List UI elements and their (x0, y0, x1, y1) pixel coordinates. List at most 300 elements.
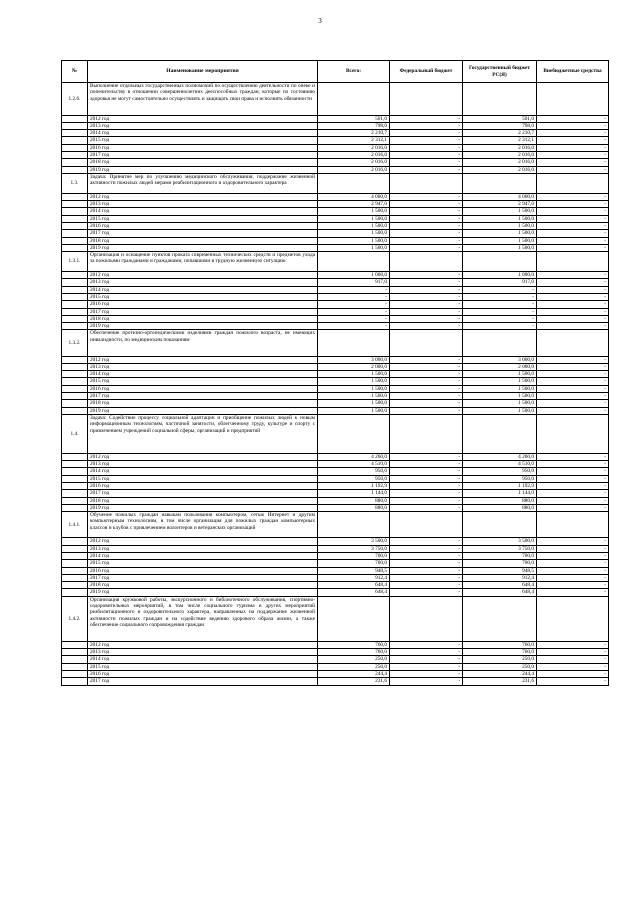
federal-value: - (390, 371, 463, 378)
year-label: 2013 год (88, 201, 318, 208)
state-value: 1 500,0 (463, 371, 537, 378)
year-row-number-cell (62, 208, 88, 215)
year-label: 2019 год (88, 323, 318, 330)
col-header-number: № (62, 61, 88, 83)
extrabudget-value: - (537, 560, 609, 567)
extrabudget-value: - (537, 400, 609, 407)
year-label: 2018 год (88, 497, 318, 504)
year-row-number-cell (62, 482, 88, 489)
year-row (62, 641, 609, 648)
federal-value: - (390, 201, 463, 208)
year-row (62, 678, 609, 685)
year-label: 2018 год (88, 159, 318, 166)
year-label: 2017 год (88, 230, 318, 237)
federal-value: - (390, 286, 463, 293)
state-value: 1 500,0 (463, 407, 537, 414)
section-empty-cell (463, 83, 537, 116)
year-row-number-cell (62, 385, 88, 392)
year-row (62, 567, 609, 574)
year-row-number-cell (62, 137, 88, 144)
year-row (62, 468, 609, 475)
federal-value: - (390, 574, 463, 581)
section-row (62, 596, 609, 641)
year-label: 2012 год (88, 538, 318, 545)
section-row (62, 173, 609, 193)
total-value: 4 510,0 (318, 461, 390, 468)
section-empty-cell (318, 512, 390, 538)
section-empty-cell (463, 252, 537, 272)
year-row (62, 363, 609, 370)
state-value: 250,0 (463, 663, 537, 670)
federal-value: - (390, 649, 463, 656)
year-label: 2014 год (88, 552, 318, 559)
year-label: 2014 год (88, 130, 318, 137)
year-label: 2014 год (88, 468, 318, 475)
federal-value: - (390, 560, 463, 567)
state-value: 1 500,0 (463, 393, 537, 400)
federal-value: - (390, 237, 463, 244)
year-row (62, 315, 609, 322)
year-row-number-cell (62, 244, 88, 251)
federal-value: - (390, 222, 463, 229)
year-label: 2016 год (88, 482, 318, 489)
total-value: 648,4 (318, 582, 390, 589)
total-value: 880,0 (318, 497, 390, 504)
year-row (62, 490, 609, 497)
federal-value: - (390, 144, 463, 151)
total-value: 250,0 (318, 663, 390, 670)
total-value: 250,0 (318, 656, 390, 663)
total-value: 1 192,9 (318, 482, 390, 489)
federal-value: - (390, 393, 463, 400)
state-value: - (463, 301, 537, 308)
federal-value: - (390, 538, 463, 545)
extrabudget-value: - (537, 385, 609, 392)
year-row (62, 371, 609, 378)
total-value: 2 016,0 (318, 166, 390, 173)
state-value: 2 000,0 (463, 363, 537, 370)
year-row (62, 552, 609, 559)
extrabudget-value: - (537, 678, 609, 685)
year-row (62, 453, 609, 460)
year-row (62, 574, 609, 581)
federal-value: - (390, 356, 463, 363)
year-row-number-cell (62, 222, 88, 229)
federal-value: - (390, 122, 463, 129)
year-row-number-cell (62, 468, 88, 475)
total-value: 1 500,0 (318, 400, 390, 407)
extrabudget-value: - (537, 371, 609, 378)
extrabudget-value: - (537, 122, 609, 129)
total-value: 1 500,0 (318, 407, 390, 414)
extrabudget-value: - (537, 137, 609, 144)
federal-value: - (390, 363, 463, 370)
year-row-number-cell (62, 567, 88, 574)
section-empty-cell (318, 330, 390, 356)
federal-value: - (390, 461, 463, 468)
year-row-number-cell (62, 497, 88, 504)
year-row (62, 323, 609, 330)
federal-value: - (390, 400, 463, 407)
state-value: 950,0 (463, 475, 537, 482)
year-row-number-cell (62, 166, 88, 173)
year-row-number-cell (62, 560, 88, 567)
state-value: 2 312,1 (463, 137, 537, 144)
year-label: 2013 год (88, 649, 318, 656)
state-value: 1 500,0 (463, 208, 537, 215)
section-row (62, 512, 609, 538)
federal-value: - (390, 279, 463, 286)
year-label: 2017 год (88, 151, 318, 158)
state-value: - (463, 308, 537, 315)
federal-value: - (390, 582, 463, 589)
year-row-number-cell (62, 504, 88, 511)
total-value: 948,5 (318, 567, 390, 574)
total-value: - (318, 286, 390, 293)
federal-value: - (390, 301, 463, 308)
year-row-number-cell (62, 461, 88, 468)
year-row-number-cell (62, 393, 88, 400)
section-empty-cell (318, 173, 390, 193)
year-row (62, 193, 609, 200)
state-value: 648,4 (463, 582, 537, 589)
total-value: 912,4 (318, 574, 390, 581)
state-value: - (463, 293, 537, 300)
year-label: 2016 год (88, 144, 318, 151)
federal-value: - (390, 137, 463, 144)
year-row-number-cell (62, 315, 88, 322)
federal-value: - (390, 308, 463, 315)
year-row-number-cell (62, 237, 88, 244)
state-value: 231,6 (463, 678, 537, 685)
year-row (62, 222, 609, 229)
state-value: 2 210,7 (463, 130, 537, 137)
section-row (62, 83, 609, 116)
year-row-number-cell (62, 475, 88, 482)
year-label: 2013 год (88, 461, 318, 468)
year-row-number-cell (62, 670, 88, 677)
section-title: Организация и оснащение пунктов проката современных технических средств и предметов ухода за пожилыми гражданами и гражданами, попавшими в трудную жизненную ситуацию (88, 252, 318, 272)
federal-value: - (390, 475, 463, 482)
year-row-number-cell (62, 407, 88, 414)
total-value: 2 000,0 (318, 363, 390, 370)
year-label: 2014 год (88, 286, 318, 293)
year-label: 2013 год (88, 279, 318, 286)
total-value: 950,0 (318, 475, 390, 482)
total-value: - (318, 293, 390, 300)
state-value: 760,0 (463, 641, 537, 648)
year-row (62, 582, 609, 589)
year-label: 2015 год (88, 293, 318, 300)
state-value: 880,0 (463, 497, 537, 504)
extrabudget-value: - (537, 301, 609, 308)
state-value: 2 016,0 (463, 144, 537, 151)
year-label: 2017 год (88, 678, 318, 685)
federal-value: - (390, 193, 463, 200)
state-value: 1 500,0 (463, 385, 537, 392)
state-value: 917,0 (463, 279, 537, 286)
extrabudget-value: - (537, 201, 609, 208)
section-empty-cell (463, 596, 537, 641)
federal-value: - (390, 385, 463, 392)
federal-value: - (390, 678, 463, 685)
total-value: 1 500,0 (318, 237, 390, 244)
year-label: 2012 год (88, 453, 318, 460)
total-value: - (318, 323, 390, 330)
year-label: 2014 год (88, 371, 318, 378)
year-label: 2013 год (88, 122, 318, 129)
year-label: 2019 год (88, 589, 318, 596)
state-value: 948,5 (463, 567, 537, 574)
state-value: 250,0 (463, 656, 537, 663)
year-row-number-cell (62, 378, 88, 385)
year-row (62, 560, 609, 567)
year-row (62, 293, 609, 300)
section-empty-cell (318, 252, 390, 272)
extrabudget-value: - (537, 315, 609, 322)
state-value: 1 500,0 (463, 222, 537, 229)
extrabudget-value: - (537, 582, 609, 589)
year-label: 2013 год (88, 363, 318, 370)
extrabudget-value: - (537, 293, 609, 300)
year-label: 2017 год (88, 490, 318, 497)
year-label: 2017 год (88, 574, 318, 581)
year-row-number-cell (62, 144, 88, 151)
state-value: 912,4 (463, 574, 537, 581)
federal-value: - (390, 670, 463, 677)
year-row-number-cell (62, 589, 88, 596)
extrabudget-value: - (537, 222, 609, 229)
year-label: 2018 год (88, 400, 318, 407)
year-row-number-cell (62, 151, 88, 158)
year-label: 2015 год (88, 560, 318, 567)
section-row (62, 252, 609, 272)
total-value: 880,0 (318, 504, 390, 511)
total-value: - (318, 308, 390, 315)
year-row (62, 670, 609, 677)
total-value: 244,4 (318, 670, 390, 677)
section-title: Задача: Принятие мер по улучшению медицинского обслуживания, поддержание жизненной активности пожилых людей мерами реабилитационного и оздоровительного характера (88, 173, 318, 193)
year-label: 2013 год (88, 545, 318, 552)
state-value: - (463, 315, 537, 322)
state-value: 3 500,0 (463, 538, 537, 545)
section-empty-cell (463, 414, 537, 453)
total-value: 2 947,0 (318, 201, 390, 208)
state-value: 501,0 (463, 115, 537, 122)
year-row-number-cell (62, 545, 88, 552)
total-value: 1 500,0 (318, 378, 390, 385)
year-label: 2015 год (88, 378, 318, 385)
year-label: 2019 год (88, 166, 318, 173)
section-number: 1.4.2. (62, 596, 88, 641)
year-row (62, 378, 609, 385)
total-value: 1 500,0 (318, 215, 390, 222)
year-row (62, 589, 609, 596)
year-row (62, 272, 609, 279)
federal-value: - (390, 151, 463, 158)
year-row (62, 151, 609, 158)
year-label: 2019 год (88, 504, 318, 511)
year-row (62, 122, 609, 129)
state-value: 880,0 (463, 504, 537, 511)
extrabudget-value: - (537, 151, 609, 158)
total-value: 2 016,0 (318, 144, 390, 151)
extrabudget-value: - (537, 589, 609, 596)
year-row (62, 504, 609, 511)
year-label: 2018 год (88, 315, 318, 322)
year-label: 2019 год (88, 407, 318, 414)
section-row (62, 414, 609, 453)
year-row (62, 497, 609, 504)
extrabudget-value: - (537, 193, 609, 200)
year-row-number-cell (62, 230, 88, 237)
state-value: 760,0 (463, 649, 537, 656)
extrabudget-value: - (537, 482, 609, 489)
year-row (62, 407, 609, 414)
total-value: 1 500,0 (318, 244, 390, 251)
federal-value: - (390, 115, 463, 122)
federal-value: - (390, 159, 463, 166)
year-row (62, 301, 609, 308)
year-row-number-cell (62, 193, 88, 200)
year-row (62, 144, 609, 151)
extrabudget-value: - (537, 115, 609, 122)
section-empty-cell (537, 173, 609, 193)
extrabudget-value: - (537, 144, 609, 151)
year-row (62, 475, 609, 482)
col-header-state: Государственный бюджет РС(Я) (463, 61, 537, 83)
state-value: 950,0 (463, 468, 537, 475)
federal-value: - (390, 244, 463, 251)
extrabudget-value: - (537, 670, 609, 677)
federal-value: - (390, 663, 463, 670)
state-value: 1 000,0 (463, 272, 537, 279)
year-row (62, 130, 609, 137)
state-value: 2 016,0 (463, 151, 537, 158)
state-value: 1 144,0 (463, 490, 537, 497)
section-title: Обучение пожилых граждан навыкам пользования компьютером, сетью Интернет и другим компьютерным технологиям, в том числе организация для пожилых граждан компьютерных классов и клубов с привлечением волонтеров и ветеранских организаций (88, 512, 318, 538)
state-value: 700,0 (463, 552, 537, 559)
section-empty-cell (537, 330, 609, 356)
extrabudget-value: - (537, 215, 609, 222)
federal-value: - (390, 130, 463, 137)
extrabudget-value: - (537, 656, 609, 663)
year-label: 2016 год (88, 301, 318, 308)
extrabudget-value: - (537, 641, 609, 648)
extrabudget-value: - (537, 490, 609, 497)
extrabudget-value: - (537, 497, 609, 504)
section-number: 1.4. (62, 414, 88, 453)
federal-value: - (390, 641, 463, 648)
year-row-number-cell (62, 130, 88, 137)
section-empty-cell (390, 596, 463, 641)
year-label: 2016 год (88, 670, 318, 677)
state-value: 2 947,0 (463, 201, 537, 208)
federal-value: - (390, 166, 463, 173)
col-header-total: Всего: (318, 61, 390, 83)
year-row-number-cell (62, 490, 88, 497)
extrabudget-value: - (537, 308, 609, 315)
year-row-number-cell (62, 371, 88, 378)
year-row (62, 461, 609, 468)
page-number: 3 (318, 17, 322, 25)
year-row (62, 393, 609, 400)
year-row-number-cell (62, 201, 88, 208)
year-row (62, 308, 609, 315)
section-empty-cell (463, 512, 537, 538)
year-row-number-cell (62, 649, 88, 656)
year-row-number-cell (62, 293, 88, 300)
year-row (62, 649, 609, 656)
extrabudget-value: - (537, 545, 609, 552)
extrabudget-value: - (537, 393, 609, 400)
year-row-number-cell (62, 656, 88, 663)
year-row-number-cell (62, 641, 88, 648)
year-label: 2017 год (88, 308, 318, 315)
federal-value: - (390, 552, 463, 559)
table-header-row (62, 61, 609, 83)
state-value: 3 750,0 (463, 545, 537, 552)
year-row (62, 201, 609, 208)
section-empty-cell (463, 173, 537, 193)
year-row (62, 356, 609, 363)
extrabudget-value: - (537, 363, 609, 370)
section-number: 1.4.1. (62, 512, 88, 538)
extrabudget-value: - (537, 130, 609, 137)
year-label: 2014 год (88, 208, 318, 215)
section-number: 1.2.6. (62, 83, 88, 116)
state-value: 1 500,0 (463, 230, 537, 237)
extrabudget-value: - (537, 286, 609, 293)
year-label: 2012 год (88, 641, 318, 648)
state-value: 3 000,0 (463, 356, 537, 363)
federal-value: - (390, 407, 463, 414)
state-value: 1 192,9 (463, 482, 537, 489)
federal-value: - (390, 468, 463, 475)
year-label: 2012 год (88, 115, 318, 122)
extrabudget-value: - (537, 279, 609, 286)
section-empty-cell (537, 83, 609, 116)
extrabudget-value: - (537, 272, 609, 279)
year-row-number-cell (62, 323, 88, 330)
total-value: 760,0 (318, 649, 390, 656)
extrabudget-value: - (537, 461, 609, 468)
total-value: 700,0 (318, 552, 390, 559)
state-value: 648,4 (463, 589, 537, 596)
federal-value: - (390, 589, 463, 596)
year-row-number-cell (62, 215, 88, 222)
federal-value: - (390, 323, 463, 330)
year-row-number-cell (62, 115, 88, 122)
extrabudget-value: - (537, 323, 609, 330)
total-value: 798,0 (318, 122, 390, 129)
year-row (62, 237, 609, 244)
total-value: 2 210,7 (318, 130, 390, 137)
year-label: 2015 год (88, 137, 318, 144)
budget-table (61, 60, 609, 686)
total-value: 1 500,0 (318, 230, 390, 237)
year-row (62, 230, 609, 237)
year-row (62, 137, 609, 144)
col-header-activity: Наименование мероприятия (88, 61, 318, 83)
year-row-number-cell (62, 400, 88, 407)
total-value: 231,6 (318, 678, 390, 685)
federal-value: - (390, 315, 463, 322)
section-empty-cell (390, 330, 463, 356)
extrabudget-value: - (537, 159, 609, 166)
year-row (62, 400, 609, 407)
extrabudget-value: - (537, 230, 609, 237)
